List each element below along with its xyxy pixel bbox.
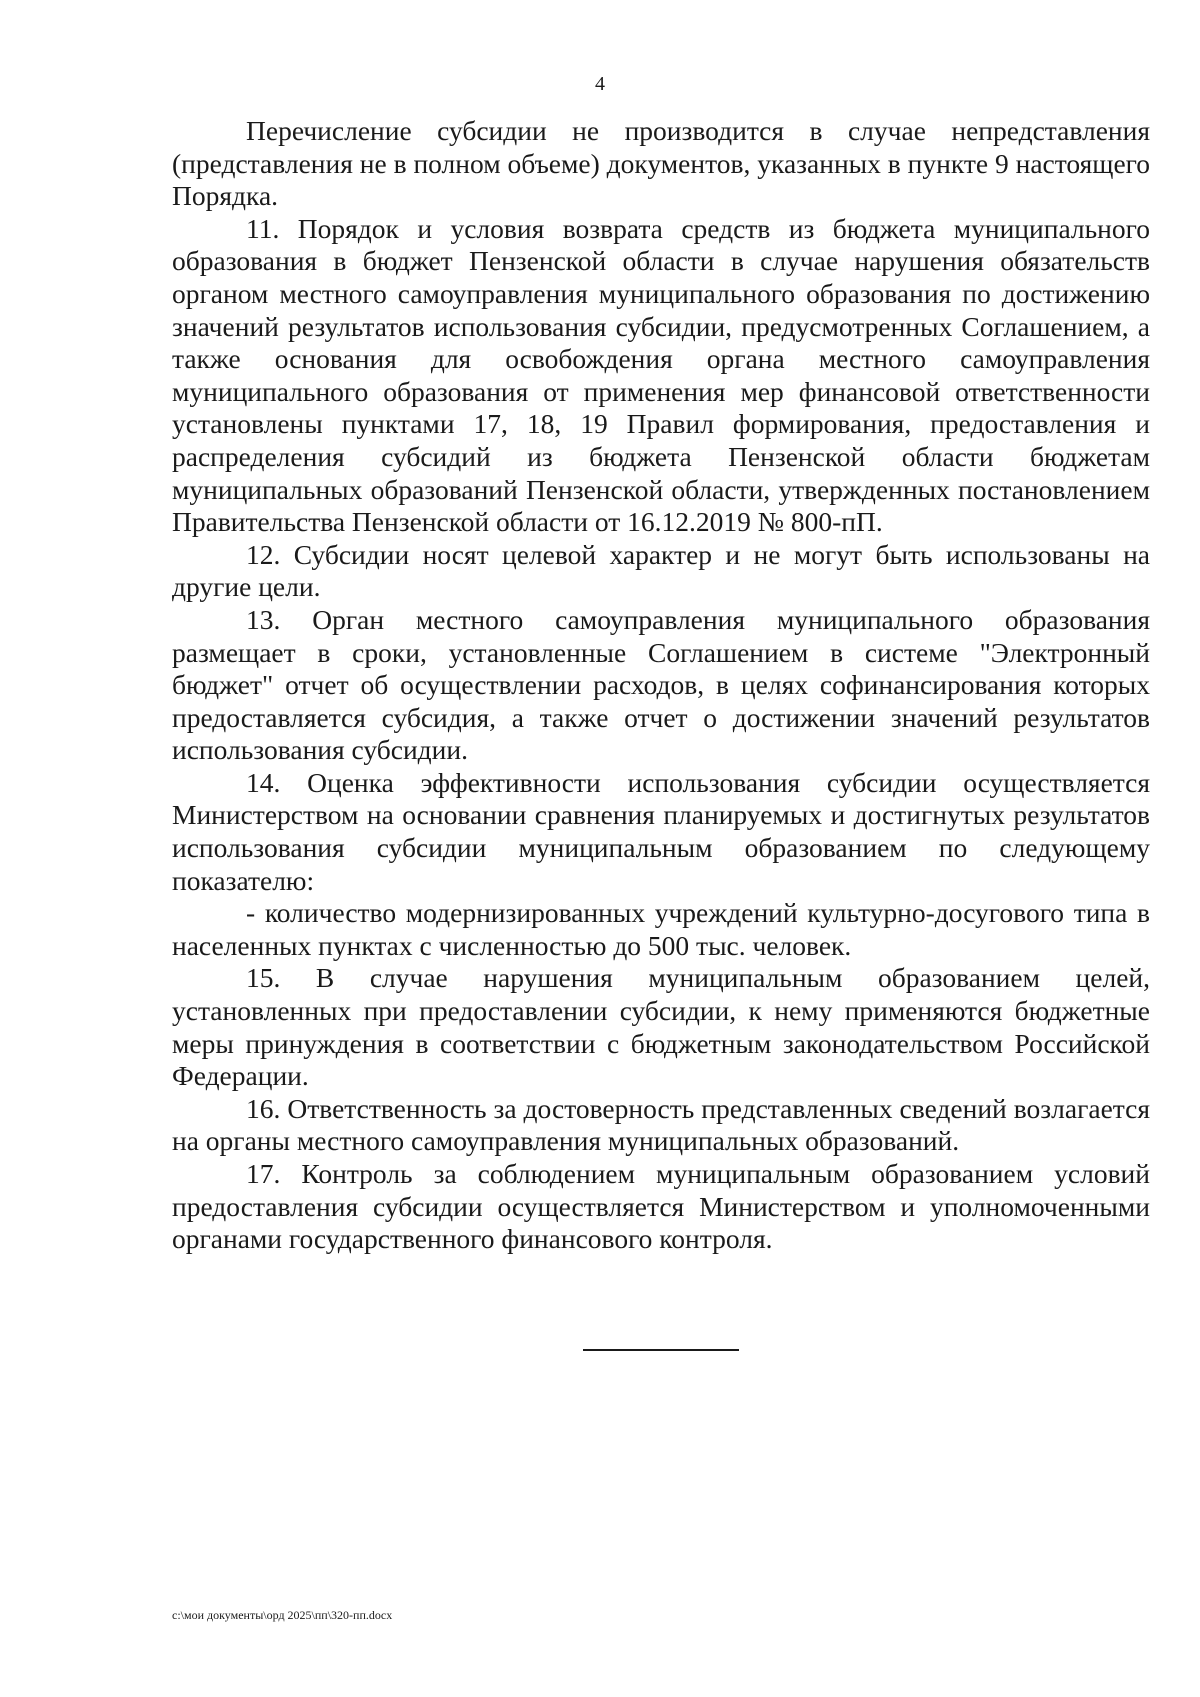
paragraph-12-target-purpose: 12. Субсидии носят целевой характер и не могут быть использованы на другие цели.: [172, 538, 1150, 603]
end-separator-line: [583, 1349, 739, 1351]
page-number: 4: [595, 73, 605, 95]
paragraph-13-reporting: 13. Орган местного самоуправления муниципального образования размещает в сроки, установленные Соглашением в системе "Электронный бюджет" отчет об осуществлении расходов, в целях софинансирования которых предоставляется субсидия, а также отчет о достижении значений результатов использования субсидии.: [172, 603, 1150, 766]
paragraph-16-responsibility: 16. Ответственность за достоверность представленных сведений возлагается на органы местного самоуправления муниципальных образований.: [172, 1092, 1150, 1157]
paragraph-11-refund-procedure: 11. Порядок и условия возврата средств из бюджета муниципального образования в бюджет Пензенской области в случае нарушения обязательств органом местного самоуправления муниципального образования по достижению значений результатов использования субсидии, предусмотренных Соглашением, а также основания для освобождения органа местного самоуправления муниципального образования от применения мер финансовой ответственности установлены пунктами 17, 18, 19 Правил формирования, предоставления и распределения субсидий из бюджета Пензенской области бюджетам муниципальных образований Пензенской области, утвержденных постановлением Правительства Пензенской области от 16.12.2019 № 800-пП.: [172, 212, 1150, 538]
document-body: [172, 115, 1150, 1256]
paragraph-17-control: 17. Контроль за соблюдением муниципальным образованием условий предоставления субсидии осуществляется Министерством и уполномоченными органами государственного финансового контроля.: [172, 1158, 1150, 1255]
paragraph-15-violation-measures: 15. В случае нарушения муниципальным образованием целей, установленных при предоставлении субсидии, к нему применяются бюджетные меры принуждения в соответствии с бюджетным законодательством Российской Федерации.: [172, 962, 1150, 1092]
footer-file-path: c:\мои документы\орд 2025\пп\320-пп.docx: [172, 1608, 393, 1622]
paragraph-14-efficiency-evaluation: 14. Оценка эффективности использования субсидии осуществляется Министерством на основании сравнения планируемых и достигнутых результатов использования субсидии муниципальным образованием по следующему показателю:: [172, 766, 1150, 896]
paragraph-transfer-refusal: Перечисление субсидии не производится в случае непредставления (представления не в полном объеме) документов, указанных в пункте 9 настоящего Порядка.: [172, 115, 1150, 212]
paragraph-14-indicator-item: - количество модернизированных учреждений культурно-досугового типа в населенных пунктах с численностью до 500 тыс. человек.: [172, 897, 1150, 961]
